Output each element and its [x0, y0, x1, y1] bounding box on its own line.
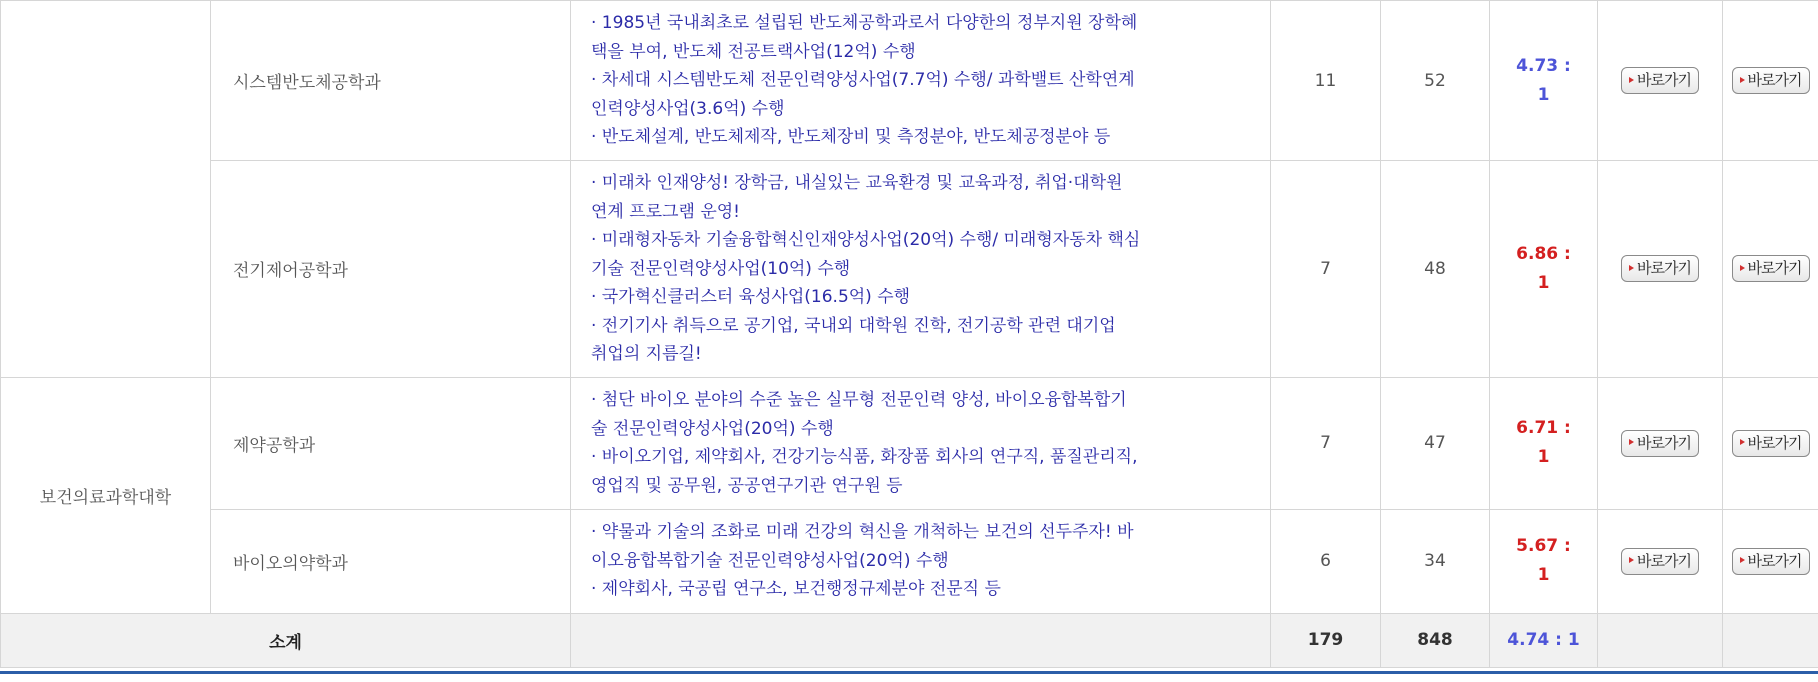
department-name: 바이오의약학과 — [211, 509, 571, 613]
description-line: 취업의 지름길! — [591, 344, 702, 364]
ratio-line: 5.67 : — [1516, 536, 1571, 556]
go-button-label: 바로가기 — [1637, 71, 1691, 89]
go-button-label: 바로가기 — [1747, 71, 1802, 89]
description-line: 술 전문인력양성사업(20억) 수행 — [591, 418, 834, 439]
quota-count: 7 — [1271, 161, 1381, 378]
competition-ratio — [1490, 377, 1598, 509]
college-name: 보건의료과학대학 — [1, 377, 211, 613]
applicant-count: 52 — [1381, 1, 1490, 161]
applicant-count: 48 — [1381, 161, 1490, 378]
go-button[interactable] — [1621, 430, 1699, 457]
arrow-right-icon — [1629, 439, 1634, 445]
department-name: 전기제어공학과 — [211, 161, 571, 378]
go-button[interactable] — [1732, 255, 1810, 282]
description-line: · 반도체설계, 반도체제작, 반도체장비 및 측정분야, 반도체공정분야 등 — [591, 127, 1111, 148]
description-line: · 바이오기업, 제약회사, 건강기능식품, 화장품 회사의 연구직, 품질관리직, — [591, 447, 1138, 467]
competition-ratio — [1490, 1, 1598, 161]
description-line: · 1985년 국내최초로 설립된 반도체공학과로서 다양한의 정부지원 장학혜 — [591, 13, 1138, 34]
ratio-line: 4.73 : — [1516, 55, 1571, 76]
department-description — [571, 377, 1271, 509]
go-button[interactable] — [1621, 255, 1699, 282]
table-row — [1, 1, 1818, 161]
ratio-line: 1 — [1537, 84, 1550, 105]
link-cell — [1598, 377, 1723, 509]
description-line: · 국가혁신클러스터 육성사업(16.5억) 수행 — [591, 287, 911, 307]
description-line: · 차세대 시스템반도체 전문인력양성사업(7.7억) 수행/ 과학밸트 산학연계 — [591, 70, 1135, 91]
go-button-label: 바로가기 — [1747, 433, 1802, 452]
department-name: 제약공학과 — [211, 377, 571, 509]
summary-empty-cell — [1598, 613, 1723, 667]
ratio-line: 6.86 : — [1516, 243, 1571, 264]
description-line: 기술 전문인력양성사업(10억) 수행 — [591, 258, 851, 279]
description-line: 인력양성사업(3.6억) 수행 — [591, 98, 785, 119]
table-row — [1, 161, 1818, 378]
go-button[interactable] — [1732, 548, 1810, 575]
table-bottom-border — [0, 671, 1818, 674]
competition-ratio — [1490, 161, 1598, 378]
quota-count: 7 — [1271, 377, 1381, 509]
ratio-line: 1 — [1537, 272, 1550, 293]
applicant-count: 47 — [1381, 377, 1490, 509]
quota-count: 11 — [1271, 1, 1381, 161]
go-button[interactable] — [1621, 67, 1699, 94]
table-row — [1, 509, 1818, 613]
ratio-line: 6.71 : — [1516, 418, 1571, 438]
arrow-right-icon — [1740, 557, 1745, 563]
link-cell — [1598, 1, 1723, 161]
arrow-right-icon — [1629, 557, 1634, 563]
description-line: · 미래형자동차 기술융합혁신인재양성사업(20억) 수행/ 미래형자동차 핵심 — [591, 230, 1141, 250]
quota-count: 6 — [1271, 509, 1381, 613]
description-line: · 제약회사, 국공립 연구소, 보건행정규제분야 전문직 등 — [591, 579, 1001, 600]
link-cell — [1723, 161, 1818, 378]
go-button-label: 바로가기 — [1637, 551, 1691, 570]
link-cell — [1598, 161, 1723, 378]
link-cell — [1723, 509, 1818, 613]
description-line: 택을 부여, 반도체 전공트랙사업(12억) 수행 — [591, 41, 916, 62]
department-description — [571, 509, 1271, 613]
ratio-line: 1 — [1537, 565, 1550, 585]
competition-ratio — [1490, 509, 1598, 613]
summary-quota: 179 — [1271, 613, 1381, 667]
summary-label: 소계 — [1, 613, 571, 667]
arrow-right-icon — [1629, 265, 1634, 271]
summary-ratio: 4.74 : 1 — [1490, 613, 1598, 667]
go-button-label: 바로가기 — [1637, 433, 1691, 452]
description-line: · 약물과 기술의 조화로 미래 건강의 혁신을 개척하는 보건의 선두주자! 바 — [591, 522, 1134, 543]
go-button[interactable] — [1732, 430, 1810, 457]
arrow-right-icon — [1740, 77, 1745, 83]
summary-empty-cell — [1723, 613, 1818, 667]
department-name: 시스템반도체공학과 — [211, 1, 571, 161]
go-button-label: 바로가기 — [1747, 551, 1802, 570]
college-cell — [1, 1, 211, 378]
description-line: 이오융합복합기술 전문인력양성사업(20억) 수행 — [591, 550, 949, 571]
arrow-right-icon — [1629, 77, 1634, 83]
summary-applicants: 848 — [1381, 613, 1490, 667]
summary-row — [1, 613, 1818, 667]
ratio-line: 1 — [1537, 447, 1550, 467]
arrow-right-icon — [1740, 265, 1745, 271]
description-line: 연계 프로그램 운영! — [591, 201, 740, 222]
description-line: · 미래차 인재양성! 장학금, 내실있는 교육환경 및 교육과정, 취업·대학원 — [591, 173, 1123, 193]
link-cell — [1723, 377, 1818, 509]
go-button-label: 바로가기 — [1637, 259, 1691, 278]
link-cell — [1723, 1, 1818, 161]
department-description — [571, 1, 1271, 161]
link-cell — [1598, 509, 1723, 613]
description-line: · 첨단 바이오 분야의 수준 높은 실무형 전문인력 양성, 바이오융합복합기 — [591, 390, 1127, 410]
description-line: 영업직 및 공무원, 공공연구기관 연구원 등 — [591, 475, 903, 496]
description-line: · 전기기사 취득으로 공기업, 국내외 대학원 진학, 전기공학 관련 대기업 — [591, 315, 1116, 336]
go-button[interactable] — [1621, 548, 1699, 575]
applicant-count: 34 — [1381, 509, 1490, 613]
go-button-label: 바로가기 — [1747, 259, 1802, 278]
arrow-right-icon — [1740, 439, 1745, 445]
table-row — [1, 377, 1818, 509]
department-description — [571, 161, 1271, 378]
go-button[interactable] — [1732, 67, 1810, 94]
summary-empty-cell — [571, 613, 1271, 667]
